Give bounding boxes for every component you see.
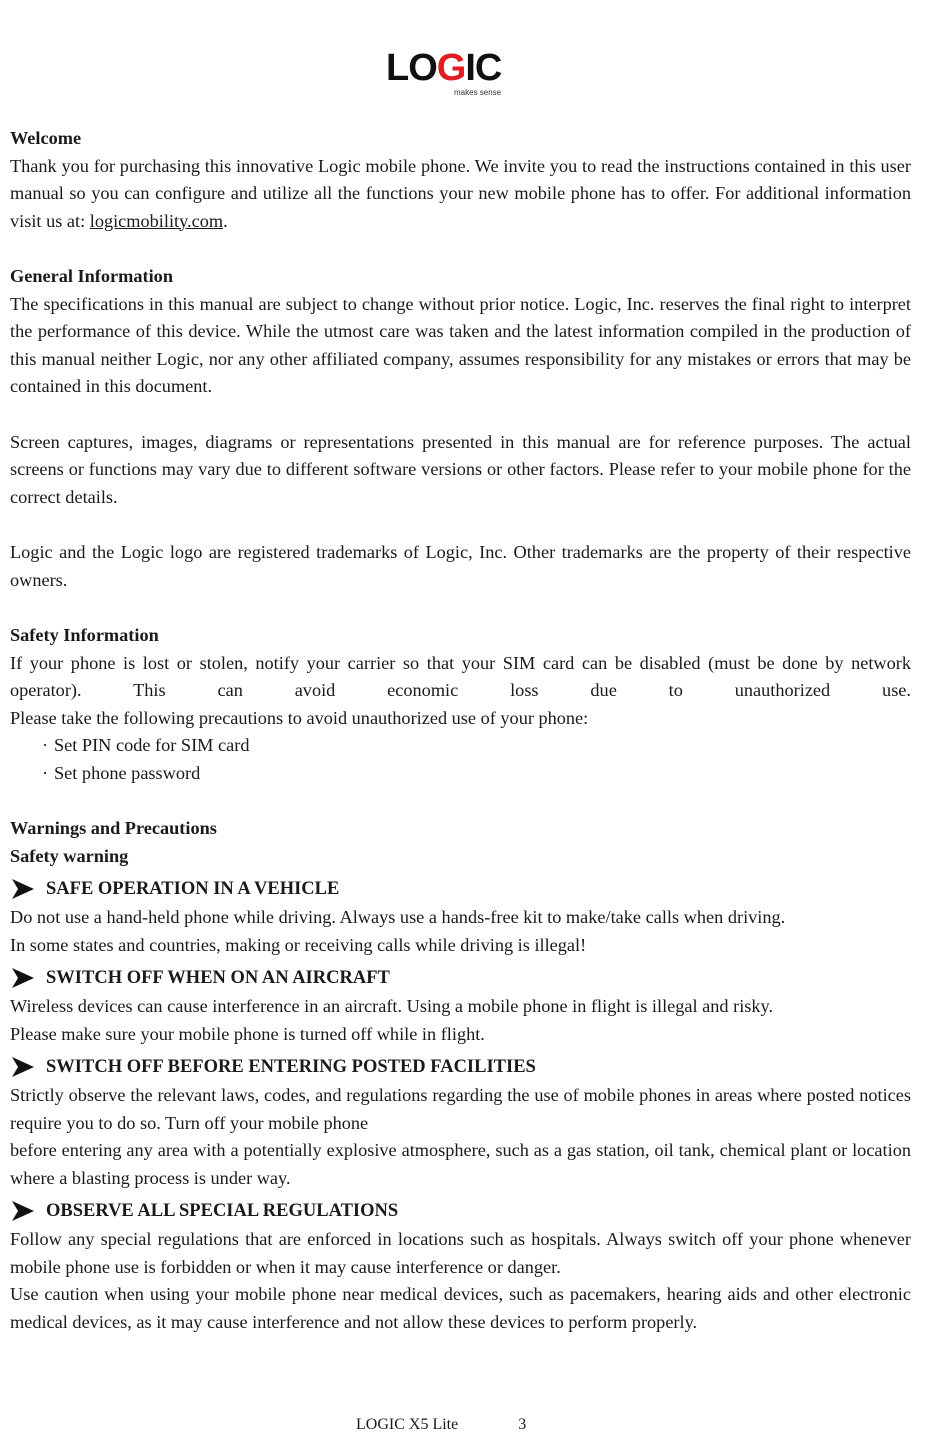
list-item-text: Set phone password <box>54 762 201 783</box>
warning-line: In some states and countries, making or receiving calls while driving is illegal! <box>10 934 587 955</box>
arrowhead-icon <box>10 1055 36 1079</box>
bullet-glyph: · <box>42 762 49 783</box>
general-info-p3: Logic and the Logic logo are registered trademarks of Logic, Inc. Other trademarks are the property of their respective owners. <box>10 542 911 590</box>
precautions-list <box>10 732 911 787</box>
warning-line: Follow any special regulations that are enforced in locations such as hospitals. Always switch off your phone whenever mobile phone use is forbidden or when it may cause interference or danger. <box>10 1229 911 1277</box>
safety-warning-subheading: Safety warning <box>10 845 129 866</box>
bullet-glyph: · <box>42 735 49 755</box>
warning-heading-regulations <box>10 1196 911 1226</box>
safety-info-p2: Please take the following precautions to avoid unauthorized use of your phone: <box>10 707 589 728</box>
logo-wordmark <box>386 46 501 90</box>
warning-line: Strictly observe the relevant laws, codes, and regulations regarding the use of mobile phones in areas where posted notices require you to do so. Turn off your mobile phone <box>10 1085 911 1133</box>
footer-product: LOGIC X5 Lite <box>356 1416 459 1433</box>
page-number: 3 <box>518 1416 527 1433</box>
warning-line: Please make sure your mobile phone is turned off while in flight. <box>10 1023 485 1044</box>
welcome-body: Thank you for purchasing this innovative Logic mobile phone. We invite you to read the instructions contained in this user manual so you can configure and utilize all the functions your new mobile phone has to offer. For additional information visit us at: <box>10 155 911 231</box>
general-info-p1: The specifications in this manual are subject to change without prior notice. Logic, Inc. reserves the final right to interpret the performance of this device. While the utmost care was taken and the latest information compiled in the production of this manual neither Logic, nor any other affiliated company, assumes responsibility for any mistakes or errors that may be contained in this document. <box>10 293 911 396</box>
warning-title: SAFE OPERATION IN A VEHICLE <box>46 879 340 899</box>
safety-info-p1: If your phone is lost or stolen, notify your carrier so that your SIM card can be disabled (must be done by network operator). This can avoid economic loss due to unauthorized use. <box>10 652 911 700</box>
safety-info-heading: Safety Information <box>10 625 159 645</box>
warning-heading-vehicle <box>10 874 911 904</box>
website-link[interactable]: logicmobility.com <box>89 210 224 231</box>
list-item <box>42 732 911 760</box>
welcome-text <box>10 153 911 236</box>
warning-heading-facilities <box>10 1052 911 1082</box>
list-item-text: Set PIN code for SIM card <box>54 735 250 755</box>
logo-text-g: G <box>436 47 466 89</box>
logo-tagline: makes sense <box>454 88 502 97</box>
warning-title: SWITCH OFF BEFORE ENTERING POSTED FACILITIES <box>46 1057 536 1077</box>
list-item <box>42 760 911 788</box>
warning-title: SWITCH OFF WHEN ON AN AIRCRAFT <box>46 968 390 988</box>
warning-line: Do not use a hand-held phone while driving. Always use a hands-free kit to make/take calls when driving. <box>10 907 786 927</box>
general-info-p2: Screen captures, images, diagrams or representations presented in this manual are for reference purposes. The actual screens or functions may vary due to different software versions or other factors. Please refer to your mobile phone for the correct details. <box>10 431 911 507</box>
warning-line: Use caution when using your mobile phone near medical devices, such as pacemakers, hearing aids and other electronic medical devices, as it may cause interference and not allow these devices to perform properly. <box>10 1284 911 1332</box>
logo-text-lo: LO <box>386 47 437 89</box>
warning-heading-aircraft <box>10 963 911 993</box>
warning-line: before entering any area with a potentially explosive atmosphere, such as a gas station, oil tank, chemical plant or location where a blasting process is under way. <box>10 1140 911 1188</box>
general-info-heading: General Information <box>10 266 173 286</box>
arrowhead-icon <box>10 1199 36 1223</box>
arrowhead-icon <box>10 966 36 990</box>
page-footer <box>356 1416 526 1434</box>
welcome-heading: Welcome <box>10 128 82 148</box>
arrowhead-icon <box>10 877 36 901</box>
welcome-end: . <box>223 210 228 231</box>
warning-title: OBSERVE ALL SPECIAL REGULATIONS <box>46 1201 399 1221</box>
manual-content <box>10 125 911 1336</box>
logo-text-ic: IC <box>465 47 502 89</box>
warning-line: Wireless devices can cause interference in an aircraft. Using a mobile phone in flight is illegal and risky. <box>10 996 774 1016</box>
logic-logo <box>386 46 526 104</box>
warnings-heading: Warnings and Precautions <box>10 818 217 838</box>
